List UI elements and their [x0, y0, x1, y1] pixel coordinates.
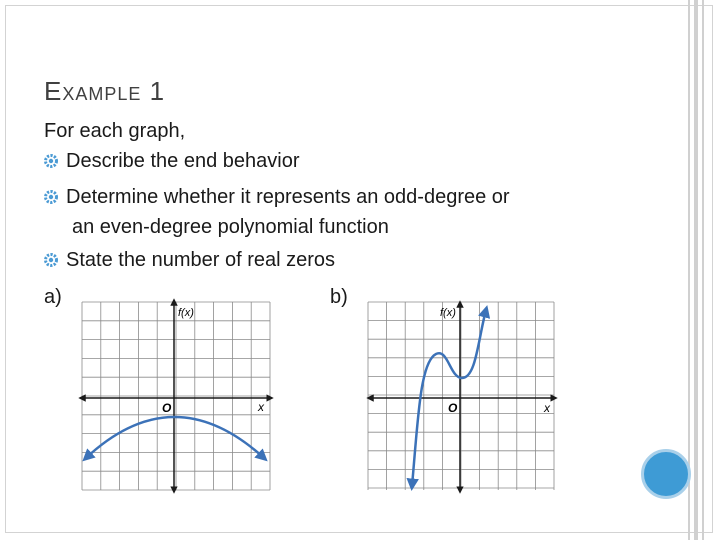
bullet-item: Describe the end behavior — [44, 146, 299, 176]
fx-axis-label: f(x) — [440, 307, 456, 319]
gear-bullet-icon — [44, 154, 58, 168]
curve — [86, 417, 264, 458]
decorative-rule — [688, 0, 690, 540]
graph-b-label: b) — [330, 286, 348, 308]
intro-text: For each graph, — [44, 120, 186, 142]
x-axis-label: x — [544, 401, 550, 415]
graph-a-label: a) — [44, 286, 62, 308]
decorative-rule — [694, 0, 698, 540]
decorative-circle — [641, 449, 691, 499]
x-axis-label: x — [258, 400, 264, 414]
grid — [82, 302, 270, 490]
gear-bullet-icon — [44, 253, 58, 267]
grid — [368, 302, 554, 490]
bullet-item: State the number of real zeros — [44, 245, 335, 275]
slide-title: EXAMPLE 1 — [44, 76, 166, 106]
origin-label: O — [448, 401, 458, 415]
decorative-rule — [702, 0, 704, 540]
origin-label: O — [162, 401, 172, 415]
graph-b — [366, 300, 558, 494]
bullet-item: Determine whether it represents an odd-degree or — [44, 182, 510, 212]
bullet-continuation: an even-degree polynomial function — [72, 216, 389, 238]
gear-bullet-icon — [44, 190, 58, 204]
graph-a — [78, 298, 274, 494]
fx-axis-label: f(x) — [178, 307, 194, 319]
